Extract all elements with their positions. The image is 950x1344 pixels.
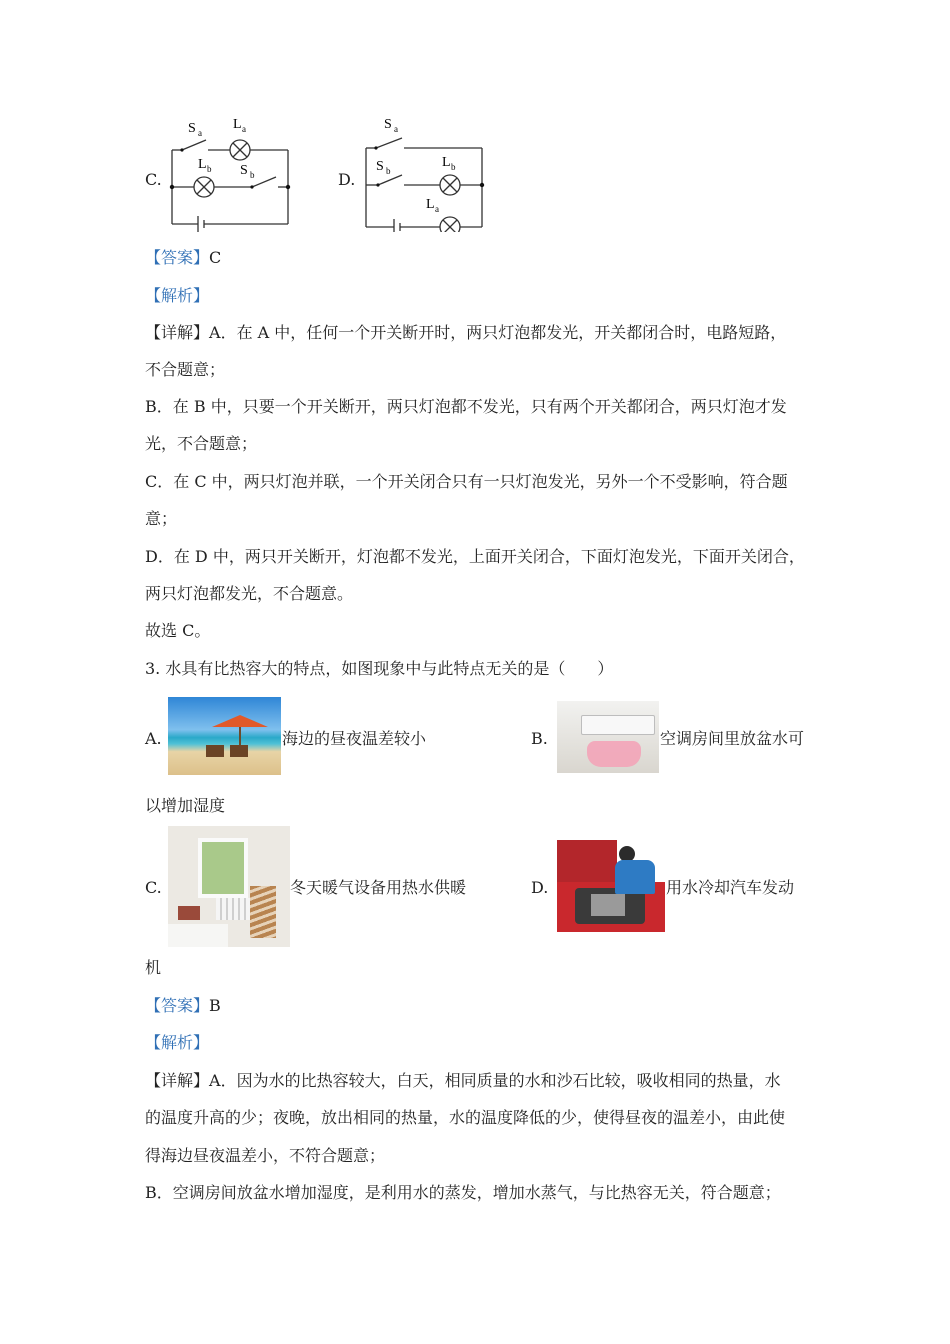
circuit-diagram-d bbox=[362, 112, 492, 232]
q3-analysis-tag: 【解析】 bbox=[145, 1033, 210, 1052]
d-sb-label: S bbox=[376, 159, 384, 174]
q3-stem: 3. 水具有比热容大的特点，如图现象中与此特点无关的是（ ） bbox=[145, 659, 614, 678]
d-lb-label: L bbox=[442, 155, 451, 170]
c-sa-label: S bbox=[188, 121, 196, 136]
c-la-sub: a bbox=[242, 124, 246, 134]
c-sa-sub: a bbox=[198, 128, 202, 138]
q2-detail-line: D．在 D 中，两只开关断开，灯泡都不发光，上面开关闭合，下面灯泡发光，下面开关闭合， bbox=[145, 547, 805, 566]
q3-answer bbox=[145, 996, 221, 1016]
c-sb-label: S bbox=[240, 163, 248, 178]
q3-option-b-label: B. bbox=[531, 729, 548, 748]
q3-detail-line: 的温度升高的少；夜晚，放出相同的热量，水的温度降低的少，使得昼夜的温差小，由此使 bbox=[145, 1108, 786, 1127]
q2-detail-line: C．在 C 中，两只灯泡并联，一个开关闭合只有一只灯泡发光，另外一个不受影响，符合题 bbox=[145, 472, 788, 491]
c-lb-label: L bbox=[198, 157, 207, 172]
detail-tag: 【详解】 bbox=[145, 1071, 210, 1090]
q3-option-d-continuation: 机 bbox=[145, 958, 162, 977]
q3-option-d-text: 用水冷却汽车发动 bbox=[666, 878, 795, 897]
q3-option-b-continuation: 以增加湿度 bbox=[145, 796, 226, 815]
q3-detail-line: 【详解】A．因为水的比热容较大，白天，相同质量的水和沙石比较，吸收相同的热量，水 bbox=[145, 1071, 781, 1090]
answer-tag: 【答案】 bbox=[145, 996, 210, 1015]
option-c-label: C. bbox=[145, 170, 162, 189]
d-sa-sub: a bbox=[394, 124, 398, 134]
q3-option-c-label: C. bbox=[145, 878, 162, 897]
d-lb-sub: b bbox=[451, 162, 456, 172]
air-conditioner-image bbox=[557, 701, 659, 773]
option-d-label: D. bbox=[338, 170, 356, 189]
beach-image bbox=[168, 697, 281, 775]
q3-option-a-label: A. bbox=[145, 729, 162, 748]
q3-option-d-label: D. bbox=[531, 878, 549, 897]
c-lb-sub: b bbox=[207, 164, 212, 174]
q3-detail-line: 得海边昼夜温差小，不符合题意； bbox=[145, 1146, 386, 1165]
circuit-diagram-c bbox=[168, 112, 298, 232]
q2-detail-line: 【详解】A．在 A 中，任何一个开关断开时，两只灯泡都发光，开关都闭合时，电路短路， bbox=[145, 323, 787, 342]
answer-value: C bbox=[209, 248, 222, 267]
q2-analysis-tag: 【解析】 bbox=[145, 286, 210, 305]
q2-answer bbox=[145, 248, 221, 268]
c-sb-sub: b bbox=[250, 170, 255, 180]
d-sb-sub: b bbox=[386, 166, 391, 176]
q3-option-a-text: 海边的昼夜温差较小 bbox=[282, 729, 427, 748]
d-la-label: L bbox=[426, 197, 435, 212]
q2-detail-line: 两只灯泡都发光，不合题意。 bbox=[145, 584, 354, 603]
d-la-sub: a bbox=[435, 204, 439, 214]
q3-detail-line: B．空调房间放盆水增加湿度，是利用水的蒸发，增加水蒸气，与比热容无关，符合题意； bbox=[145, 1183, 781, 1202]
q3-option-b-text: 空调房间里放盆水可 bbox=[660, 729, 805, 748]
q2-detail-line: 光，不合题意； bbox=[145, 434, 258, 453]
radiator-room-image bbox=[168, 826, 290, 947]
c-la-label: L bbox=[233, 117, 242, 132]
q2-detail-line: 意； bbox=[145, 509, 178, 528]
q3-option-c-text: 冬天暖气设备用热水供暖 bbox=[290, 878, 467, 897]
answer-tag: 【答案】 bbox=[145, 248, 210, 267]
q2-detail-line: 不合题意； bbox=[145, 360, 226, 379]
q2-conclusion: 故选 C。 bbox=[145, 621, 211, 640]
answer-value: B bbox=[209, 996, 221, 1015]
d-sa-label: S bbox=[384, 117, 392, 132]
q2-detail-line: B．在 B 中，只要一个开关断开，两只灯泡都不发光，只有两个开关都闭合，两只灯泡才发 bbox=[145, 397, 787, 416]
detail-tag: 【详解】 bbox=[145, 323, 210, 342]
car-engine-image bbox=[557, 840, 665, 932]
